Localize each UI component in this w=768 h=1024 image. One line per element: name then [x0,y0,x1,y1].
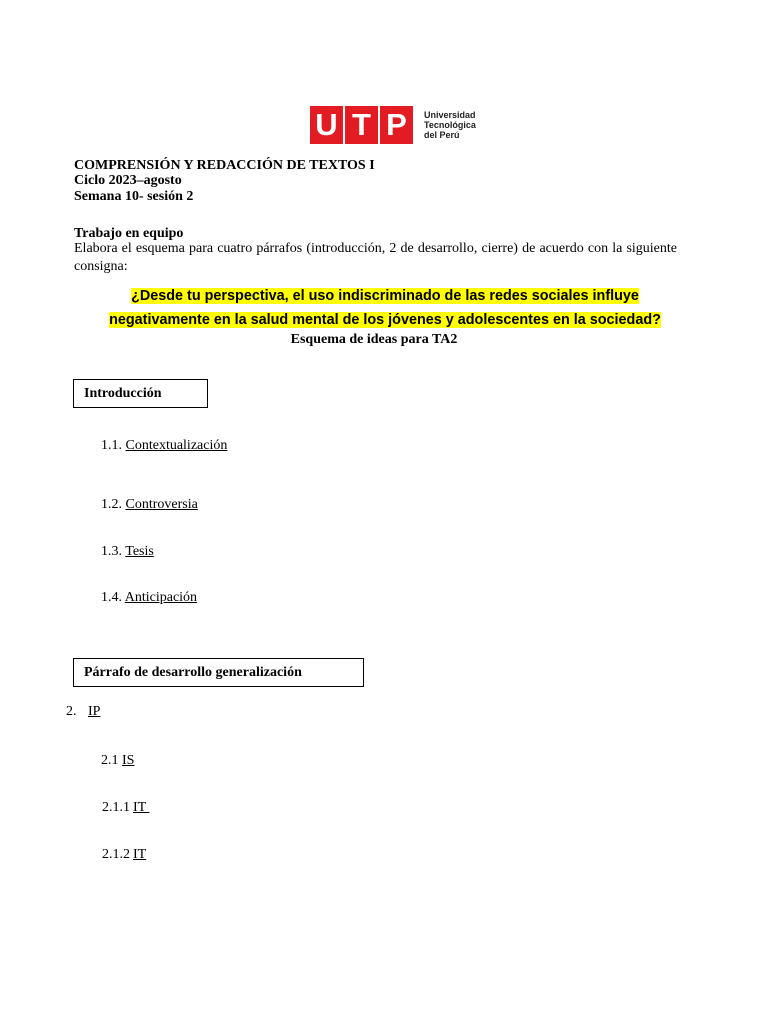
logo-text-line-2: Tecnológica [424,120,476,130]
development-box [73,658,364,687]
question-line-2: negativamente en la salud mental de los jóvenes y adolescentes en la sociedad? [109,312,661,328]
intro-item-3 [101,544,154,560]
utp-logo [310,106,476,144]
intro-item-1 [101,438,227,454]
intro-item-1-num: 1.1. [101,438,122,453]
intro-item-1-label: Contextualización [125,438,228,453]
logo-text-line-3: del Perú [424,130,460,140]
instructions-paragraph: Elabora el esquema para cuatro párrafos (introducción, 2 de desarrollo, cierre) de acuerdo con la siguiente consigna: [74,241,677,274]
dev-item-it1-label: IT [133,800,150,815]
course-title: COMPRENSIÓN Y REDACCIÓN DE TEXTOS I [74,158,375,173]
introduction-title: Introducción [84,386,162,401]
prompt-question [100,284,670,332]
intro-item-2 [101,497,198,513]
question-line-1: ¿Desde tu perspectiva, el uso indiscriminado de las redes sociales influye [131,288,639,304]
dev-item-it2 [102,847,146,863]
cycle-line: Ciclo 2023–agosto [74,173,182,188]
team-work-title: Trabajo en equipo [74,226,184,241]
intro-item-3-num: 1.3. [101,544,122,559]
intro-item-3-label: Tesis [125,544,154,559]
logo-text-line-1: Universidad [424,110,476,120]
scheme-title: Esquema de ideas para TA2 [290,332,458,347]
logo-letter-t: T [345,106,378,144]
dev-item-is [101,753,134,769]
dev-item-it2-label: IT [133,847,147,862]
logo-letter-u: U [310,106,343,144]
introduction-box [73,379,208,408]
logo-university-name [424,110,476,140]
week-line: Semana 10- sesión 2 [74,189,194,204]
intro-item-2-label: Controversia [125,497,198,512]
intro-item-4 [101,590,197,606]
dev-item-is-num: 2.1 [101,753,119,768]
intro-item-4-label: Anticipación [124,590,198,605]
logo-letter-p: P [380,106,413,144]
dev-item-ip-label: IP [88,704,101,719]
dev-item-ip-num: 2. [66,704,77,719]
dev-item-it1 [102,800,149,816]
intro-item-4-num: 1.4. [101,590,122,605]
development-title: Párrafo de desarrollo generalización [84,665,302,680]
intro-item-2-num: 1.2. [101,497,122,512]
dev-item-it1-num: 2.1.1 [102,800,130,815]
dev-item-is-label: IS [122,753,135,768]
dev-item-it2-num: 2.1.2 [102,847,130,862]
dev-item-ip [66,704,100,720]
